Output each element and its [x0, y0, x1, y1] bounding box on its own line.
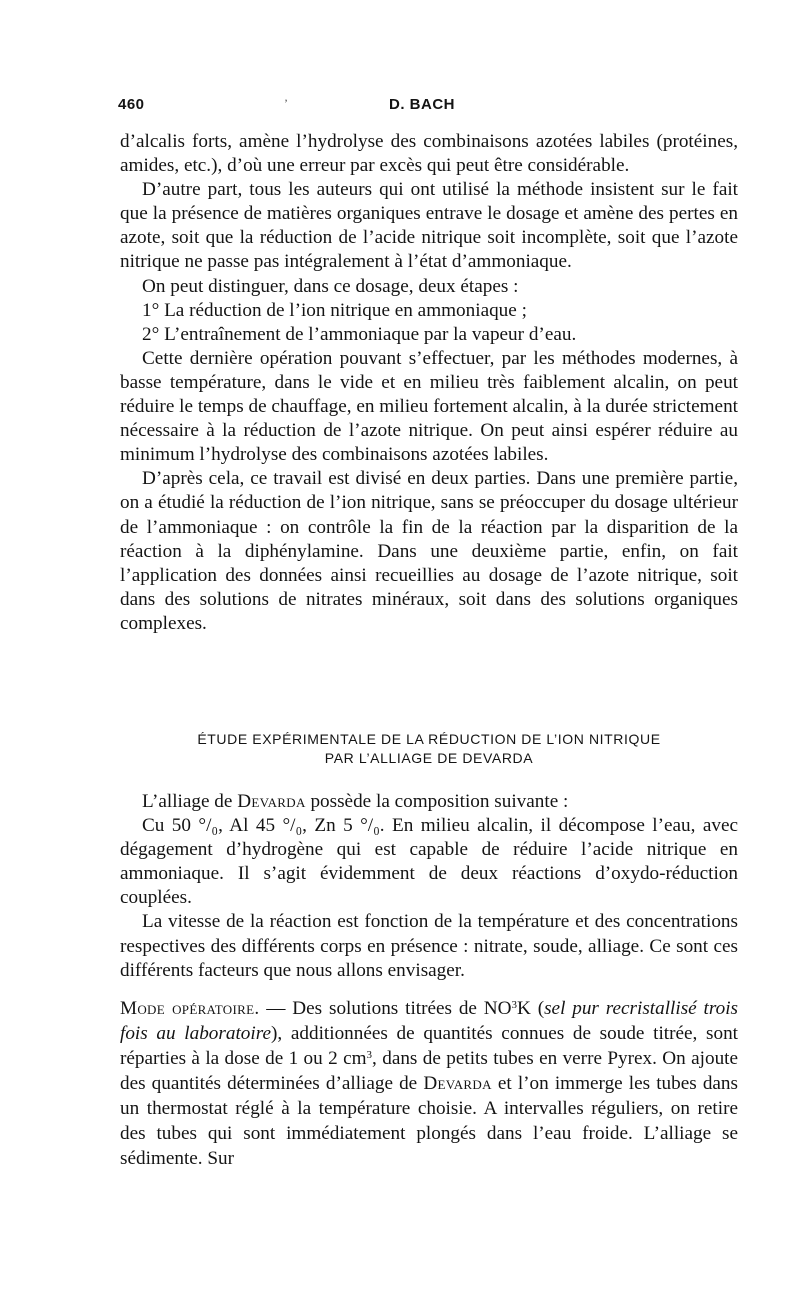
devarda-name-2: Devarda: [423, 1073, 492, 1094]
body-text: [120, 130, 738, 636]
mode-operatoire: [120, 996, 738, 1171]
paragraph-steps-intro: On peut distinguer, dans ce dosage, deux étapes :: [142, 275, 519, 297]
formula-end: K (: [517, 998, 545, 1019]
stray-print-mark: ’: [284, 96, 288, 110]
section-heading: [120, 730, 738, 768]
header-author: D. BACH: [389, 96, 455, 113]
section-text: [120, 790, 738, 983]
paragraph-composition: [120, 790, 738, 814]
mode-dash: — Des solutions titrées de NO: [259, 998, 512, 1019]
mode-text-1: ), additionnées de quantités connues de soude titrée, sont réparties à la dose de 1 ou 2 cm: [120, 1023, 739, 1069]
paragraph-mode-operatoire: [120, 996, 738, 1171]
composition-intro-end: possède la composition suivante :: [305, 791, 569, 812]
step-item-2: 2° L’entraînement de l’ammoniaque par la vapeur d’eau.: [142, 323, 577, 345]
formula-superscript: 3: [511, 999, 517, 1011]
mode-text-2: , dans de petits tubes en verre Pyrex. On ajoute des quantités déterminées d’alliage de: [120, 1048, 739, 1094]
italic-note: sel pur recristallisé trois fois au laboratoire: [120, 998, 739, 1044]
paragraph-reaction-speed: La vitesse de la réaction est fonction de la température et des concentrations respectives des différents corps en présence : nitrate, soude, alliage. Ce sont ces différents facteurs que nous allons envisager.: [120, 911, 738, 981]
section-heading-line-2: PAR L’ALLIAGE DE DEVARDA: [324, 750, 534, 766]
paragraph-authors: D’autre part, tous les auteurs qui ont utilisé la méthode insistent sur le fait que la présence de matières organiques entrave le dosage et amène des pertes en azote, soit que la réduction de l’acide nitrique soit incomplète, soit que l’azote nitrique ne passe pas intégralement à l’état d’ammoniaque.: [120, 179, 738, 273]
composition-intro: L’alliage de: [142, 791, 238, 812]
section-heading-line-1: ÉTUDE EXPÉRIMENTALE DE LA RÉDUCTION DE L’ION NITRIQUE: [197, 731, 661, 747]
paragraph-plan: D’après cela, ce travail est divisé en deux parties. Dans une première partie, on a étudié la réduction de l’ion nitrique, sans se préoccuper du dosage ultérieur de l’ammoniaque : on contrôle la fin de la réaction par la disparition de la réaction à la diphénylamine. Dans une deuxième partie, enfin, on fait l’application des données ainsi recueillies au dosage de l’azote nitrique, soit dans des solutions de nitrates minéraux, soit dans des solutions organiques complexes.: [120, 468, 738, 634]
paragraph-method: Cette dernière opération pouvant s’effectuer, par les méthodes modernes, à basse température, dans le vide et en milieu très faiblement alcalin, on peut réduire le temps de chauffage, en milieu fortement alcalin, à la durée strictement nécessaire à la réduction de l’azote nitrique. On peut ainsi espérer réduire au minimum l’hydrolyse des combinaisons azotées labiles.: [120, 347, 738, 466]
paragraph-continuation: d’alcalis forts, amène l’hydrolyse des combinaisons azotées labiles (protéines, amides, etc.), d’où une erreur par excès qui peut être considérable.: [120, 131, 738, 177]
running-head: [118, 96, 738, 120]
mode-text-3: et l’on immerge les tubes dans un thermostat réglé à la température choisie. A intervalles réguliers, on retire des tubes qui sont immédiatement plongés dans l’eau froide. L’alliage se sédimente. Sur: [120, 1073, 738, 1169]
paragraph-composition-values: Cu 50 °/₀, Al 45 °/₀, Zn 5 °/₀. En milieu alcalin, il décompose l’eau, avec dégagement d’hydrogène qui est capable de réduire l’acide nitrique en ammoniaque. Il s’agit évidemment de deux réactions d’oxydo-réduction couplées.: [120, 815, 738, 909]
step-item-1: 1° La réduction de l’ion nitrique en ammoniaque ;: [142, 299, 527, 321]
devarda-name: Devarda: [237, 791, 306, 812]
volume-superscript: 3: [366, 1049, 373, 1061]
mode-label: Mode opératoire.: [120, 998, 260, 1019]
page-number: 460: [118, 96, 145, 113]
